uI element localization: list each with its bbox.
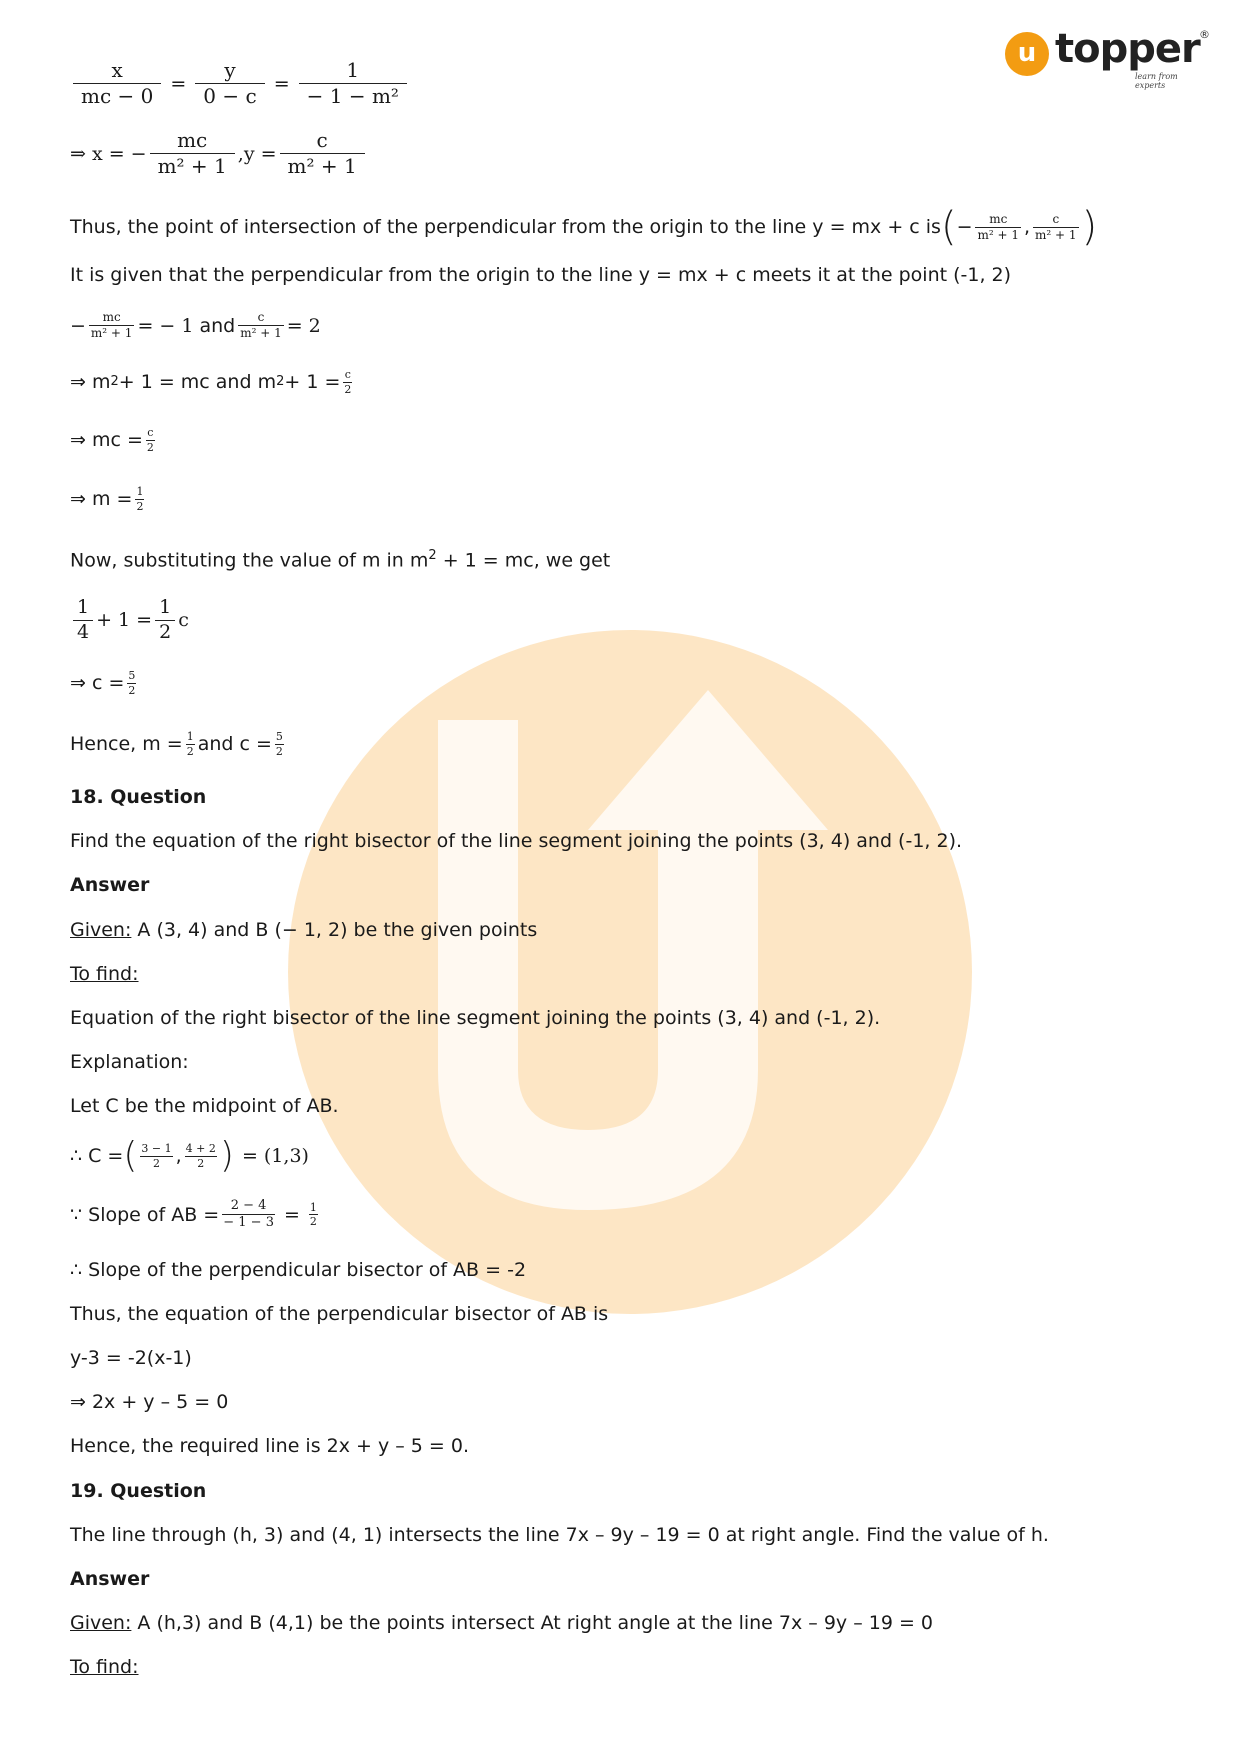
- frac-den: 2: [153, 1156, 161, 1170]
- logo-wordmark: topper: [1055, 26, 1200, 72]
- frac-den: 2: [159, 620, 172, 643]
- eq-text: + 1 =: [96, 609, 153, 632]
- frac-den: 2: [275, 744, 283, 758]
- given-text: A (3, 4) and B (− 1, 2) be the given points: [131, 919, 538, 941]
- explanation-18-label: Explanation:: [70, 1051, 189, 1073]
- eq-text: + 1 = mc and m: [118, 371, 277, 394]
- frac-num: 2 − 4: [222, 1198, 275, 1215]
- logo-mark-icon: u: [1005, 32, 1049, 76]
- eq-text: ⇒ x = −: [70, 142, 147, 165]
- question-19-title: 19. Question: [70, 1480, 207, 1502]
- given-text: A (h,3) and B (4,1) be the points intersect At right angle at the line 7x – 9y – 19 = 0: [131, 1612, 933, 1634]
- frac-num: 1: [186, 730, 194, 743]
- logo-tagline: learn from experts: [1135, 72, 1178, 90]
- watermark-u-arrow-icon: [288, 630, 972, 1314]
- registered-mark: ®: [1199, 28, 1210, 41]
- equation-c: [70, 669, 139, 698]
- eq-text: ∴ C =: [70, 1145, 124, 1167]
- frac-num: c: [238, 310, 284, 326]
- frac-num: 1: [299, 58, 407, 84]
- frac-num: 5: [128, 669, 136, 682]
- frac-num: c: [147, 426, 154, 439]
- eq-text: ,y =: [237, 142, 277, 165]
- paragraph-text: and c =: [197, 733, 272, 756]
- eq-text: ⇒ mc =: [70, 429, 143, 452]
- paragraph-intersection: Thus, the point of intersection of the perpendicular from the origin to the line y = mx + c is ( − $\frac{mc}{\text{m² + 1}}$ , $\frac{c}{\text{m² + 1}}$ ): [70, 204, 1098, 250]
- equation-m: [70, 485, 147, 514]
- watermark-logo: [288, 630, 972, 1314]
- frac-num: c: [280, 128, 365, 154]
- frac-num: 5: [275, 730, 283, 743]
- eq-text: =: [283, 1203, 300, 1226]
- given-label: Given:: [70, 1612, 132, 1634]
- eq-text: ⇒ c =: [70, 672, 125, 695]
- given-19: [70, 1610, 933, 1636]
- equation-quarter: [70, 594, 189, 645]
- step-midpoint: Let C be the midpoint of AB.: [70, 1095, 339, 1117]
- brand-logo: [1005, 26, 1210, 90]
- eq-text: = (1,3): [241, 1145, 309, 1167]
- answer-18-heading: Answer: [70, 874, 150, 896]
- eq-text: and: [199, 314, 236, 337]
- eq-text: = − 1: [137, 314, 194, 337]
- frac-num: 1: [73, 596, 93, 621]
- step-conclusion: Hence, the required line is 2x + y – 5 = 0.: [70, 1435, 470, 1457]
- frac-num: mc: [975, 212, 1021, 228]
- frac-num: y: [195, 58, 264, 84]
- frac-den: m² + 1: [157, 154, 227, 178]
- frac-den: 2: [344, 382, 352, 396]
- paragraph-text: + 1 = mc, we get: [436, 549, 611, 572]
- question-18-text: Find the equation of the right bisector of the line segment joining the points (3, 4) and (-1, 2).: [70, 830, 963, 852]
- frac-num: mc: [89, 310, 135, 326]
- to-find-19-label: To find:: [70, 1656, 139, 1678]
- paragraph-text: Thus, the point of intersection of the perpendicular from the origin to the line y = mx + c is: [70, 216, 941, 238]
- step-simplified: ⇒ 2x + y – 5 = 0: [70, 1391, 229, 1413]
- frac-den: 4: [77, 620, 90, 643]
- frac-den: 2: [186, 744, 194, 758]
- question-19-text: The line through (h, 3) and (4, 1) intersects the line 7x – 9y – 19 = 0 at right angle. Find the value of h.: [70, 1524, 1049, 1546]
- paragraph-given-point: It is given that the perpendicular from the origin to the line y = mx + c meets it at the point (-1, 2): [70, 264, 1012, 286]
- paragraph-hence: [70, 730, 287, 759]
- superscript: 2: [110, 374, 119, 390]
- frac-den: m² + 1: [90, 326, 133, 340]
- frac-num: 4 + 2: [185, 1141, 216, 1155]
- frac-num: c: [1033, 212, 1079, 228]
- frac-num: 1: [155, 596, 175, 621]
- frac-den: 2: [136, 499, 144, 513]
- question-18-title: 18. Question: [70, 786, 207, 808]
- frac-num: x: [73, 58, 161, 84]
- equation-ratio: $\frac{x}{mc - 0}$ = $\frac{y}{0 - c}$ = $\frac{1}{\text{− 1 − m²}}$: [70, 58, 410, 109]
- step-equation-intro: Thus, the equation of the perpendicular bisector of AB is: [70, 1303, 609, 1325]
- equation-mc: [70, 426, 158, 455]
- eq-text: c: [178, 609, 189, 632]
- frac-den: 2: [146, 440, 154, 454]
- eq-text: + 1 =: [284, 371, 341, 394]
- given-label: Given:: [70, 919, 132, 941]
- equation-m-squared: [70, 368, 355, 397]
- given-18: [70, 917, 537, 943]
- equation-conditions: [70, 310, 321, 341]
- paragraph-substituting: [70, 543, 610, 573]
- step-point-slope: y-3 = -2(x-1): [70, 1347, 192, 1369]
- frac-num: 1: [136, 485, 144, 498]
- frac-den: 2: [128, 683, 136, 697]
- frac-den: − 1 − 3: [223, 1215, 274, 1231]
- step-perp-slope: ∴ Slope of the perpendicular bisector of AB = -2: [70, 1259, 527, 1281]
- frac-den: 2: [309, 1215, 317, 1229]
- to-find-18-label: To find:: [70, 963, 139, 985]
- superscript: 2: [276, 374, 285, 390]
- to-find-18-text: Equation of the right bisector of the line segment joining the points (3, 4) and (-1, 2).: [70, 1007, 881, 1029]
- frac-den: m² + 1: [977, 227, 1019, 242]
- frac-num: mc: [150, 128, 235, 154]
- eq-text: −: [70, 314, 86, 337]
- frac-den: m² + 1: [240, 326, 282, 340]
- frac-den: m² + 1: [1035, 227, 1077, 242]
- superscript: 2: [428, 548, 437, 563]
- frac-num: c: [344, 368, 351, 381]
- step-midpoint-calc: ∴ C = ( $\frac{3 - 1}{2}$ , $\frac{4 + 2}{2}$ ) = (1,3): [70, 1135, 309, 1176]
- frac-den: 0 − c: [203, 84, 257, 108]
- paragraph-text: Now, substituting the value of m in m: [70, 549, 429, 572]
- step-slope-ab: [70, 1198, 321, 1232]
- answer-19-heading: Answer: [70, 1568, 150, 1590]
- frac-den: 2: [197, 1156, 205, 1170]
- eq-text: ⇒ m =: [70, 488, 133, 511]
- frac-den: m² + 1: [287, 154, 357, 178]
- frac-den: mc − 0: [81, 84, 154, 108]
- frac-num: 3 − 1: [141, 1141, 172, 1155]
- eq-text: ∵ Slope of AB =: [70, 1203, 220, 1226]
- frac-num: 1: [309, 1200, 317, 1214]
- eq-text: ⇒ m: [70, 371, 111, 394]
- equation-xy: [70, 128, 368, 179]
- frac-den: − 1 − m²: [306, 84, 399, 108]
- eq-text: = 2: [286, 314, 321, 337]
- paragraph-text: Hence, m =: [70, 733, 183, 756]
